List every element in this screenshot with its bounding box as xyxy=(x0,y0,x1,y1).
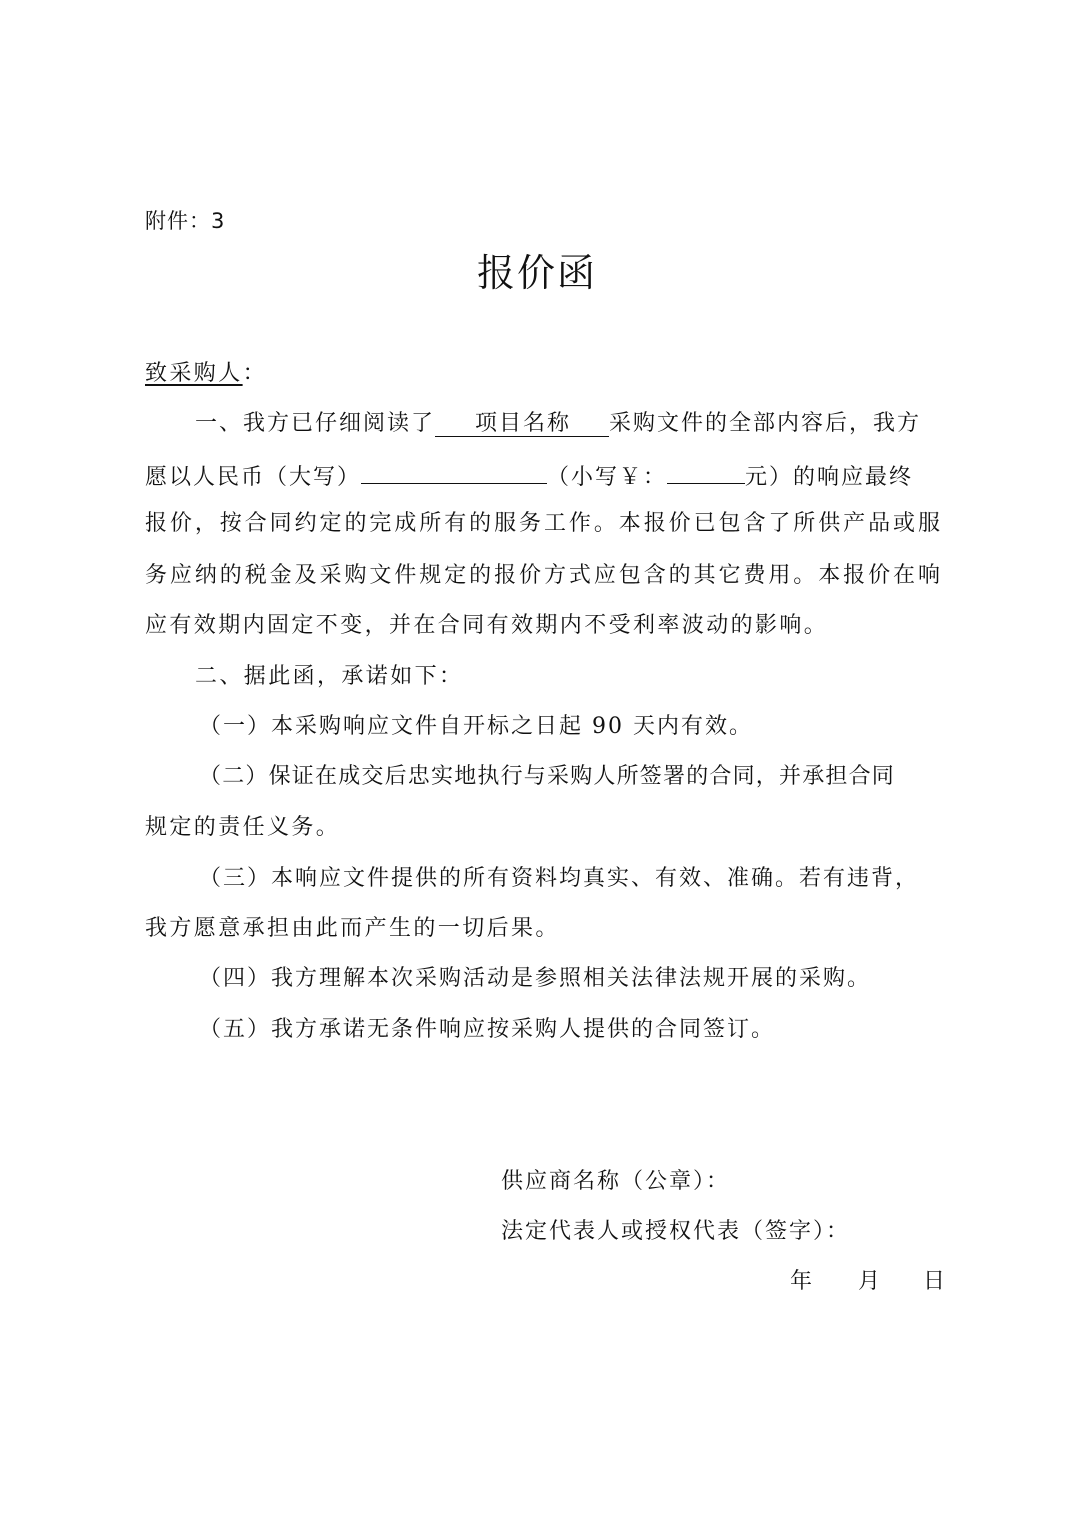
salutation xyxy=(145,359,267,389)
para1-line4: 务应纳的税金及采购文件规定的报价方式应包含的其它费用。本报价在响 xyxy=(145,563,940,588)
commitment-2-line1: （二）保证在成交后忠实地执行与采购人所签署的合同，并承担合同 xyxy=(199,764,896,789)
date-month: 月 xyxy=(858,1269,881,1294)
commitment-1: （一）本采购响应文件自开标之日起 90 天内有效。 xyxy=(199,714,753,739)
para2-heading: 二、据此函，承诺如下： xyxy=(195,664,464,689)
amount-figure-blank xyxy=(667,459,745,484)
representative-signature-label: 法定代表人或授权代表（签字）： xyxy=(501,1219,851,1244)
commitment-3-line1: （三）本响应文件提供的所有资料均真实、有效、准确。若有违背， xyxy=(199,866,920,891)
recipient-name: 致采购人 xyxy=(145,361,243,386)
para1-line2-prefix: 愿以人民币（大写） xyxy=(145,465,362,490)
para1-line2-mid: （小写￥： xyxy=(547,465,668,490)
date-year: 年 xyxy=(790,1269,813,1294)
date-day: 日 xyxy=(923,1269,946,1294)
para1-line1-suffix: 采购文件的全部内容后，我方 xyxy=(609,411,922,436)
para1-line1 xyxy=(195,409,921,439)
amount-uppercase-blank xyxy=(361,459,547,484)
commitment-2-line2: 规定的责任义务。 xyxy=(145,815,341,840)
para1-line3: 报价，按合同约定的完成所有的服务工作。本报价已包含了所供产品或服 xyxy=(145,511,940,536)
para1-line1-prefix: 一、我方已仔细阅读了 xyxy=(195,411,436,436)
para1-line5: 应有效期内固定不变，并在合同有效期内不受利率波动的影响。 xyxy=(145,613,829,638)
salutation-colon: ： xyxy=(242,361,268,386)
para1-line2 xyxy=(145,459,913,493)
attachment-label: 附件：3 xyxy=(145,209,226,233)
commitment-4: （四）我方理解本次采购活动是参照相关法律法规开展的采购。 xyxy=(199,966,872,991)
para1-line2-suffix: 元）的响应最终 xyxy=(745,465,914,490)
document-title: 报价函 xyxy=(476,251,597,295)
project-name-blank: 项目名称 xyxy=(435,412,609,437)
commitment-3-line2: 我方愿意承担由此而产生的一切后果。 xyxy=(145,916,560,941)
supplier-name-label: 供应商名称（公章）： xyxy=(501,1169,731,1194)
commitment-5: （五）我方承诺无条件响应按采购人提供的合同签订。 xyxy=(199,1017,776,1042)
